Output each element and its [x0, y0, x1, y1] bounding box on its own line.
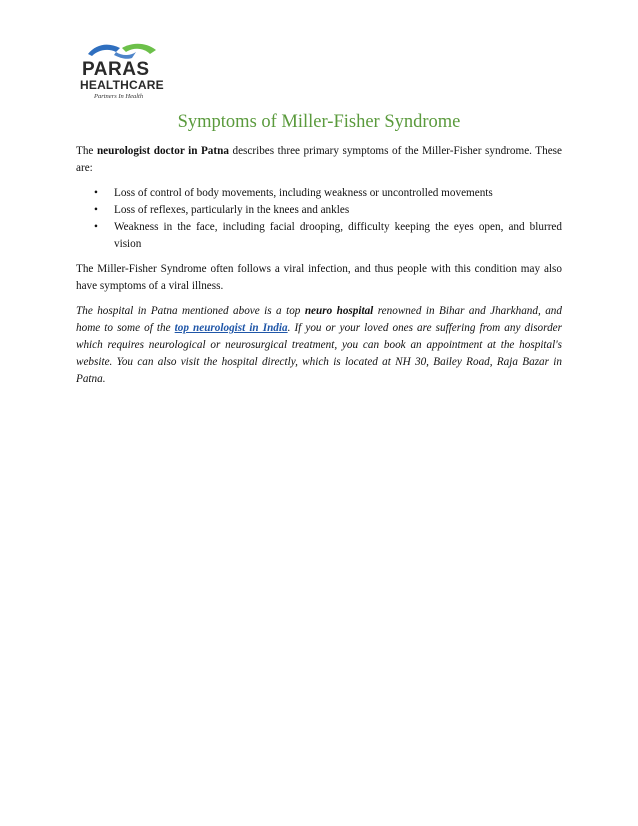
- bullet-icon: •: [94, 221, 98, 233]
- intro-bold-keyword: neurologist doctor in Patna: [96, 145, 229, 157]
- symptom-text: Loss of control of body movements, including weakness or uncontrolled movements: [114, 187, 493, 199]
- paras-healthcare-logo: [72, 36, 172, 108]
- hospital-text-2: renowned in Bihar and Jharkhand, and home to some of the: [76, 305, 562, 334]
- intro-text-post: describes three primary symptoms of the Miller-Fisher syndrome. These are:: [76, 145, 562, 174]
- hospital-paragraph: [76, 303, 562, 388]
- hospital-text-1: The hospital in Patna mentioned above is a top: [76, 305, 305, 317]
- bullet-icon: •: [94, 187, 98, 199]
- page-title: Symptoms of Miller-Fisher Syndrome: [177, 112, 461, 132]
- intro-text-pre: The: [76, 145, 97, 157]
- list-item: [94, 185, 562, 202]
- logo-tagline: Partners In Health: [94, 93, 144, 100]
- list-item: [94, 202, 562, 219]
- symptom-list: [76, 185, 562, 253]
- hospital-text-3: . If you or your loved ones are suffering from any disorder which requires neurological or neurosurgical treatment, you can book an appointment at the hospital's website. You can also visit the hospital directly, which is located at NH 30, Bailey Road, Raja Bazar in Patna.: [76, 322, 562, 385]
- list-item: [94, 219, 562, 253]
- hospital-bold-keyword: neuro hospital: [304, 305, 374, 317]
- viral-paragraph: The Miller-Fisher Syndrome often follows a viral infection, and thus people with this condition may also have symptoms of a viral illness.: [76, 263, 562, 292]
- bullet-icon: •: [94, 204, 98, 216]
- logo-brand-text: PARAS: [82, 59, 150, 80]
- document-body: [76, 143, 562, 396]
- neurologist-link[interactable]: top neurologist in India: [174, 322, 288, 334]
- symptom-text: Loss of reflexes, particularly in the knees and ankles: [114, 204, 350, 216]
- intro-paragraph: [76, 143, 562, 177]
- logo-sub-text: HEALTHCARE: [80, 78, 164, 92]
- symptom-text: Weakness in the face, including facial drooping, difficulty keeping the eyes open, and blurred vision: [114, 221, 562, 250]
